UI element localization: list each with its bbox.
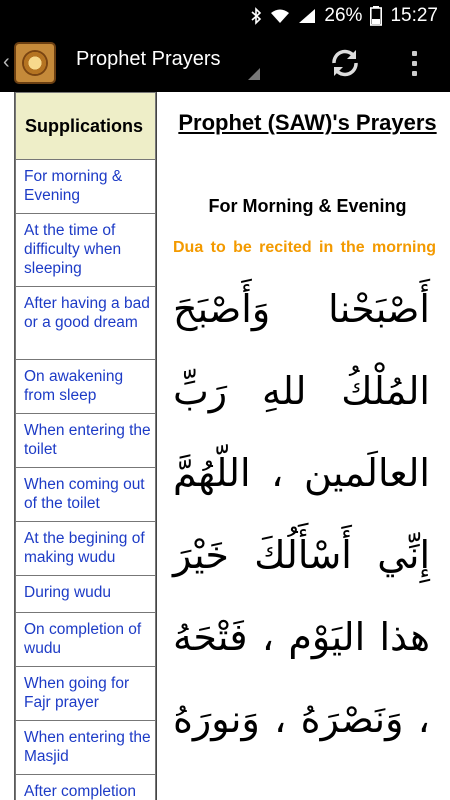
app-logo-icon[interactable] [14, 42, 56, 84]
battery-percent: 26% [324, 5, 363, 26]
list-item-begin-wudu[interactable]: At the begining of making wudu [15, 522, 156, 576]
list-item-during-wudu[interactable]: During wudu [15, 576, 156, 613]
battery-icon [370, 6, 382, 26]
list-item-fajr-prayer[interactable]: When going for Fajr prayer [15, 667, 156, 721]
clock: 15:27 [390, 5, 438, 26]
list-item-difficulty-sleeping[interactable]: At the time of difficulty when sleeping [15, 214, 156, 287]
bluetooth-icon [250, 7, 262, 25]
list-item-leaving-toilet[interactable]: When coming out of the toilet [15, 468, 156, 522]
supplications-list [14, 92, 156, 800]
list-item-after-completion[interactable]: After completion [15, 775, 156, 800]
spinner-dropdown-icon[interactable] [248, 68, 260, 80]
signal-icon [298, 8, 316, 24]
action-bar [0, 32, 450, 92]
list-item-morning-evening[interactable]: For morning & Evening [15, 160, 156, 214]
content-panel[interactable] [156, 92, 450, 800]
app-title[interactable]: Prophet Prayers [76, 48, 221, 70]
list-header: Supplications [15, 92, 156, 160]
status-bar [0, 0, 450, 32]
dua-intro: Dua to be recited in the morning [173, 239, 436, 256]
list-item-dream[interactable]: After having a bad or a good dream [15, 287, 156, 360]
back-caret-icon[interactable]: ‹ [3, 51, 10, 73]
page-title: Prophet (SAW)'s Prayers [178, 110, 437, 135]
overflow-menu-button[interactable] [402, 44, 426, 82]
refresh-button[interactable] [326, 44, 364, 82]
arabic-dua-text: أَصْبَحْنا وَأَصْبَحَ المُلْكُ للهِ رَبِّ العالَمين ، اللّهُمَّ إِنِّي أَسْأَلُكَ خَيْرَ هذا اليَوْم ، فَتْحَهُ ، وَنَصْرَهُ ، وَنورَهُ [173, 287, 430, 741]
wifi-icon [270, 8, 290, 24]
list-item-entering-masjid[interactable]: When entering the Masjid [15, 721, 156, 775]
refresh-icon [326, 44, 364, 82]
section-title: For Morning & Evening [208, 196, 407, 216]
list-item-awakening[interactable]: On awakening from sleep [15, 360, 156, 414]
list-item-entering-toilet[interactable]: When entering the toilet [15, 414, 156, 468]
list-item-complete-wudu[interactable]: On completion of wudu [15, 613, 156, 667]
